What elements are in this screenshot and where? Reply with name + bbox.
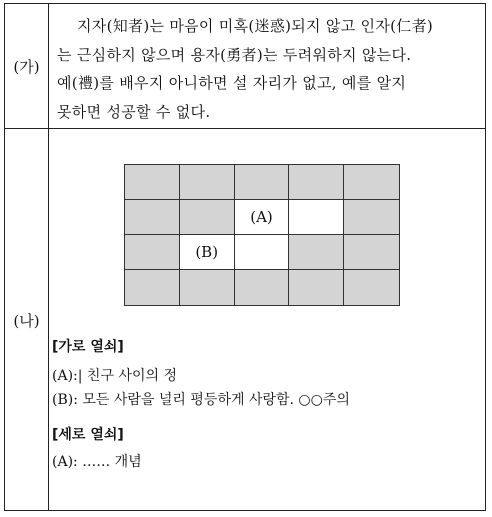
passage-line: 지자(知者)는 마음이 미혹(迷惑)되지 않고 인자(仁者) [77, 17, 434, 35]
grid-cell [289, 235, 344, 270]
down-clue-a: (A): …… 개념 [52, 454, 142, 470]
passage-line: 못하면 성공할 수 없다. [57, 102, 211, 121]
grid-cell [125, 235, 180, 270]
across-clue-b: (B): 모든 사람을 널리 평등하게 사랑함. ○○주의 [52, 392, 350, 408]
grid-cell [125, 200, 180, 235]
grid-cell [180, 270, 235, 305]
passage-ga [57, 12, 482, 126]
grid-cell [344, 270, 399, 305]
grid-cell [289, 200, 344, 235]
grid-cell [344, 165, 399, 200]
grid-cell [125, 165, 180, 200]
clue-section [52, 336, 472, 474]
crossword-grid [124, 164, 400, 306]
row-label-na: (나) [13, 312, 40, 330]
grid-cell [180, 200, 235, 235]
row-label-ga: (가) [13, 58, 40, 76]
grid-cell-labeled: (B) [180, 235, 235, 270]
grid-cell [289, 165, 344, 200]
grid-cell-labeled: (A) [235, 200, 290, 235]
down-clues-title: [세로 열쇠] [52, 427, 124, 443]
grid-cell [125, 270, 180, 305]
grid-cell [289, 270, 344, 305]
across-clue-a: (A):| 친구 사이의 정 [52, 368, 177, 384]
across-clues-title: [가로 열쇠] [52, 339, 124, 355]
passage-line: 예(禮)를 배우지 아니하면 설 자리가 없고, 예를 알지 [57, 74, 407, 92]
column-divider [48, 4, 49, 510]
grid-cell [235, 165, 290, 200]
row-divider [5, 128, 485, 129]
grid-cell [344, 235, 399, 270]
grid-cell [344, 200, 399, 235]
passage-line: 는 근심하지 않으며 용자(勇者)는 두려워하지 않는다. [57, 45, 412, 64]
grid-cell [235, 235, 290, 270]
grid-cell [180, 165, 235, 200]
grid-cell [235, 270, 290, 305]
